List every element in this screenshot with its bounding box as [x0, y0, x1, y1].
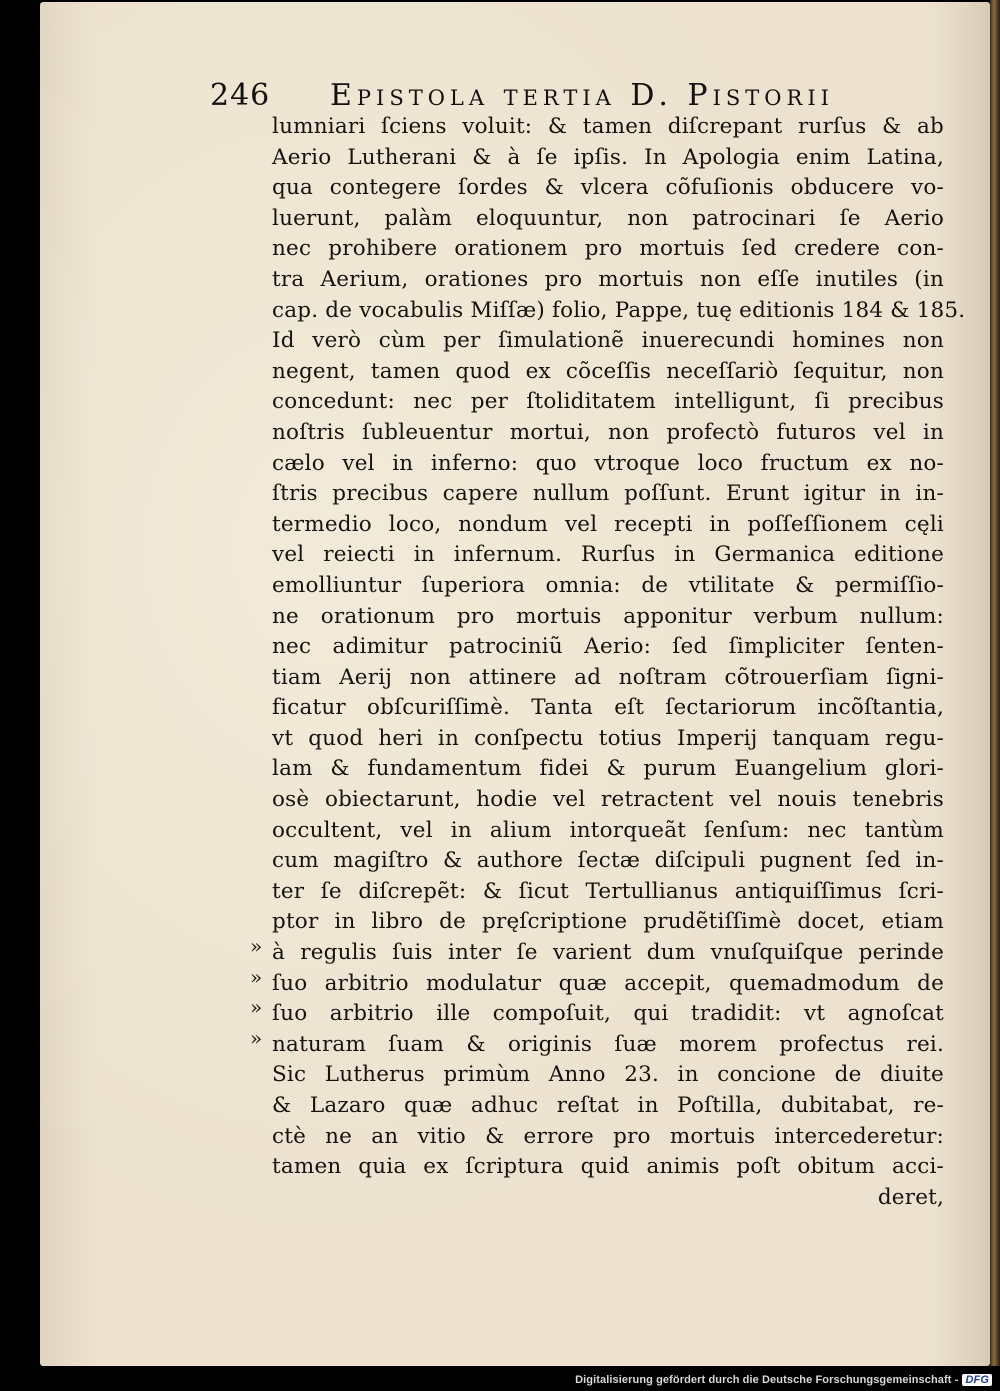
text-line: deret, [877, 1184, 944, 1210]
text-line: termedio loco, nondum vel recepti in poſſeſſionem cęli [272, 511, 944, 537]
text-line: negent, tamen quod ex cõceſſis neceſſariò ſequitur, non [272, 358, 944, 384]
text-line: cap. de vocabulis Miſſæ) folio, Pappe, tuę editionis 184 & 185. [272, 297, 966, 323]
text-line: lam & fundamentum fidei & purum Euangelium glori- [272, 756, 944, 782]
text-line: ſuo arbitrio modulatur quæ accepit, quemadmodum de [272, 970, 944, 996]
text-line: ne orationum pro mortuis apponitur verbum nullum: [272, 603, 944, 629]
quote-mark: » [250, 934, 263, 958]
page-header [210, 78, 890, 113]
text-line: ſuo arbitrio ille compoſuit, qui tradidit: vt agnoſcat [272, 1001, 944, 1027]
quote-mark: » [250, 995, 263, 1020]
text-line: noſtris ſubleuentur mortui, non profectò futuros vel in [272, 419, 944, 445]
quotation-marks [250, 931, 262, 1053]
text-line: Aerio Lutherani & à ſe ipſis. In Apologia enim Latina, [272, 144, 944, 170]
text-line: vel reiecti in infernum. Rurſus in Germanica editione [272, 542, 944, 568]
text-line: ctè ne an vitio & errore pro mortuis intercederetur: [272, 1123, 944, 1149]
text-line: & Lazaro quæ adhuc reſtat in Poſtilla, dubitabat, re- [272, 1093, 944, 1118]
text-line: luerunt, palàm eloquuntur, non patrocinari ſe Aerio [272, 205, 944, 231]
digitization-credit [575, 1374, 992, 1386]
text-line: ſtris precibus capere nullum poſſunt. Erunt igitur in in- [272, 481, 944, 507]
text-line: osè obiectarunt, hodie vel retractent vel nouis tenebris [272, 787, 944, 813]
text-line: nec adimitur patrociniũ Aerio: ſed ſimpliciter ſenten- [272, 634, 944, 660]
credit-text: Digitalisierung gefördert durch die Deutsche Forschungsgemeinschaft - [575, 1374, 959, 1386]
body-text [272, 112, 966, 1213]
text-line: ficatur obſcuriſſimè. Tanta eſt ſectariorum incõſtantia, [272, 695, 944, 721]
text-line: emolliuntur ſuperiora omnia: de vtilitate & permiſſio- [272, 572, 944, 598]
text-line: lumniari ſciens voluit: & tamen diſcrepant rurſus & ab [272, 114, 944, 139]
text-line: naturam ſuam & originis ſuæ morem profectus rei. [272, 1031, 944, 1057]
text-line: tamen quia ex ſcriptura quid animis poſt obitum acci- [272, 1154, 944, 1180]
text-line: qua contegere ſordes & vlcera cõfuſionis obducere vo- [272, 175, 944, 201]
quote-mark: » [250, 1025, 263, 1050]
text-line: ptor in libro de pręſcriptione prudẽtiſſimè docet, etiam [272, 909, 944, 935]
running-title: Epistola tertia D. Pistorii [330, 78, 834, 113]
dfg-logo: DFG [962, 1374, 992, 1386]
text-line: nec prohibere orationem pro mortuis ſed credere con- [272, 236, 944, 262]
text-line: cælo vel in inferno: quo vtroque loco fructum ex no- [272, 450, 944, 476]
page-number: 246 [210, 78, 271, 113]
text-line: à regulis ſuis inter ſe varient dum vnuſquiſque perinde [272, 940, 944, 966]
text-line: occultent, vel in alium intorqueãt ſenſum: nec tantùm [272, 817, 944, 843]
quote-mark: » [250, 964, 263, 989]
text-line: Id verò cùm per ſimulationẽ inuerecundi homines non [272, 328, 944, 354]
text-line: cum magiſtro & authore ſectæ diſcipuli pugnent ſed in- [272, 848, 944, 874]
book-edge [990, 0, 1000, 1366]
text-line: concedunt: nec per ſtoliditatem intelligunt, ſi precibus [272, 389, 944, 415]
text-line: tra Aerium, orationes pro mortuis non eſſe inutiles (in [272, 266, 944, 292]
text-line: tiam Aerij non attinere ad noſtram cõtrouerſiam ſigni- [272, 664, 944, 690]
text-line: Sic Lutherus primùm Anno 23. in concione de diuite [272, 1062, 944, 1088]
text-line: ter ſe diſcrepẽt: & ſicut Tertullianus antiquiſſimus ſcri- [272, 878, 944, 904]
text-line: vt quod heri in conſpectu totius Imperij tanquam regu- [272, 725, 944, 751]
